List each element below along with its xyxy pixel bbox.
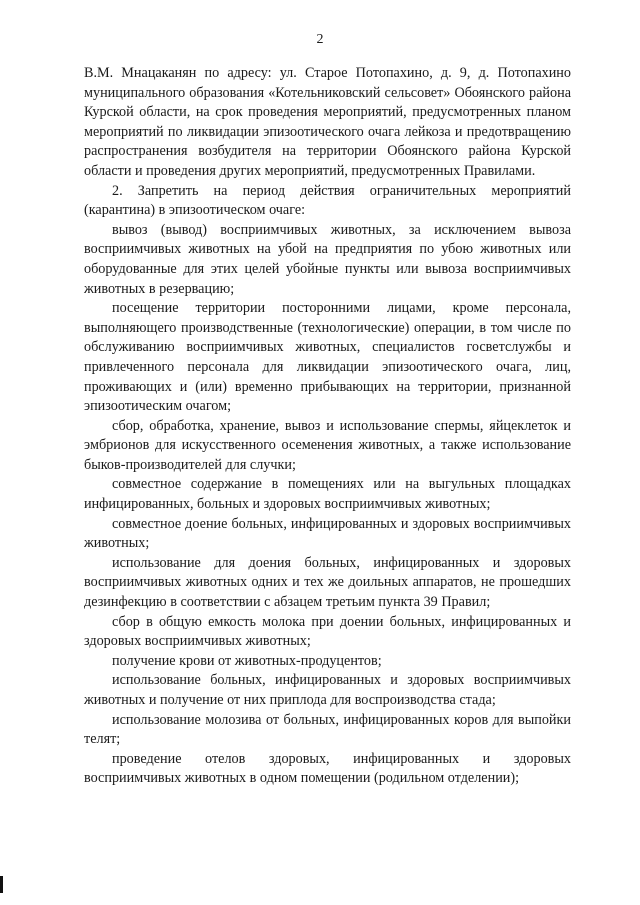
paragraph-joint-keeping-ban: совместное содержание в помещениях или на выгульных площадках инфицированных, больных и здоровых восприимчивых животных; xyxy=(84,476,571,513)
paragraph-milk-collection-ban: сбор в общую емкость молока при доении больных, инфицированных и здоровых восприимчивых животных; xyxy=(84,613,571,650)
paragraph-breeding-use-ban: использование больных, инфицированных и здоровых восприимчивых животных и получение от них приплода для воспроизводства стада; xyxy=(84,672,571,708)
paragraph-milking-equipment-ban: использование для доения больных, инфицированных и здоровых восприимчивых животных одних и тех же доильных аппаратов, не прошедших дезинфекцию в соответствии с абзацем третьим пункта 39 Правил; xyxy=(84,554,571,611)
scan-edge-mark xyxy=(0,876,3,893)
paragraph-item-2-prohibit: 2. Запретить на период действия ограничительных мероприятий (карантина) в эпизоотическом очаге: xyxy=(84,182,571,219)
paragraph-joint-milking-ban: совместное доение больных, инфицированных и здоровых восприимчивых животных; xyxy=(84,515,571,552)
paragraph-visit-ban: посещение территории посторонними лицами, кроме персонала, выполняющего производственные (технологические) операции, в том числе по обслуживанию восприимчивых животных, специалистов госветслужбы и привлеченного персонала для ликвидации эпизоотического очага, лиц, проживающих и (или) временно прибывающих на территории, признанной эпизоотическим очагом; xyxy=(84,300,571,415)
paragraph-export-ban: вывоз (вывод) восприимчивых животных, за исключением вывоза восприимчивых животных на убой на предприятия по убою животных или оборудованные для этих целей убойные пункты или вывоза восприимчивых животных в резервацию; xyxy=(84,221,571,297)
paragraph-blood-collection-ban: получение крови от животных-продуцентов; xyxy=(112,652,382,669)
paragraph-calving-ban: проведение отелов здоровых, инфицированных и здоровых восприимчивых животных в одном помещении (родильном отделении); xyxy=(84,750,571,787)
paragraph-continuation: В.М. Мнацаканян по адресу: ул. Старое Потопахино, д. 9, д. Потопахино муниципального образования «Котельниковский сельсовет» Обоянского района Курской области, на срок проведения мероприятий, предусмотренных планом мероприятий по ликвидации эпизоотического очага лейкоза и предотвращению распространения возбудителя на территории Обоянского района Курской области и проведения других мероприятий, предусмотренных Правилами. xyxy=(84,65,571,179)
document-body xyxy=(84,64,571,789)
paragraph-colostrum-ban: использование молозива от больных, инфицированных коров для выпойки телят; xyxy=(84,711,571,748)
page-number: 2 xyxy=(316,32,324,47)
paragraph-sperm-embryo-ban: сбор, обработка, хранение, вывоз и использование спермы, яйцеклеток и эмбрионов для искусственного осеменения животных, а также использование быков-производителей для случки; xyxy=(84,417,571,473)
